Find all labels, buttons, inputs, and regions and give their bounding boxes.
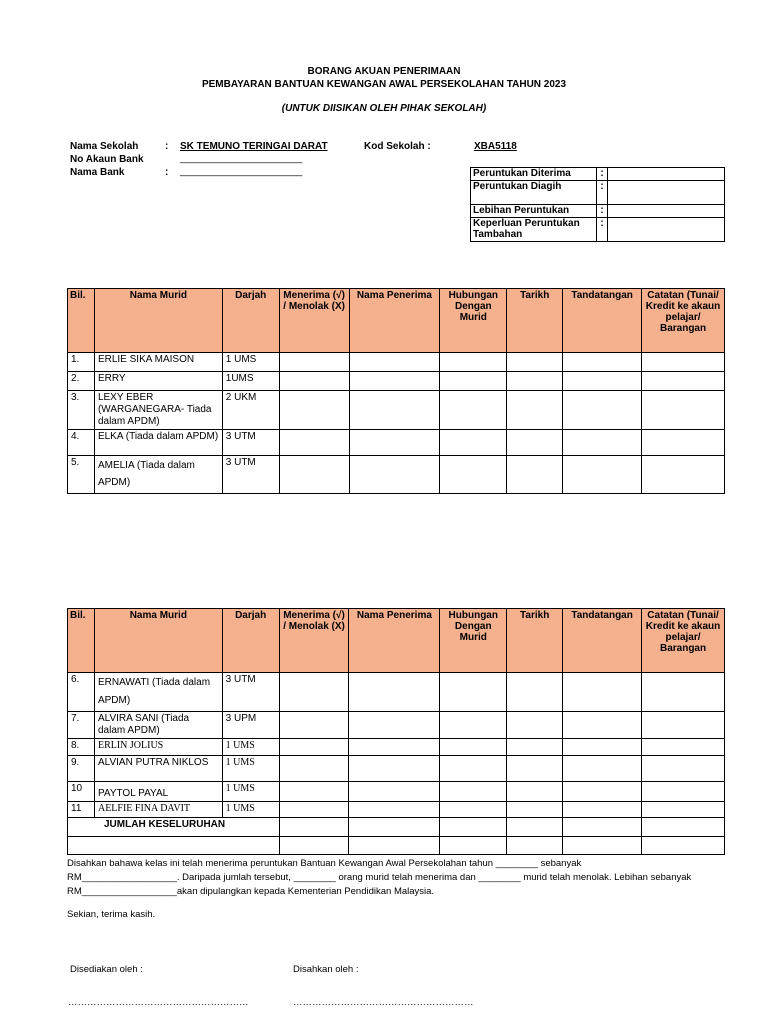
cell-tarikh[interactable] — [507, 353, 563, 372]
allocation-label: Lebihan Peruntukan — [471, 205, 597, 218]
cell-tarikh[interactable] — [507, 430, 563, 456]
cell-catatan[interactable] — [642, 712, 725, 739]
cell-penerima[interactable] — [349, 837, 440, 855]
cell-penerima[interactable] — [349, 818, 440, 837]
cell-tarikh[interactable] — [507, 372, 563, 391]
col-menerima: Menerima (√) / Menolak (X) — [279, 609, 349, 673]
cell-nama: LEXY EBER (WARGANEGARA- Tiada dalam APDM) — [94, 391, 222, 430]
cell-menerima[interactable] — [279, 818, 349, 837]
allocation-label: Keperluan Peruntukan Tambahan — [471, 218, 597, 242]
table-row — [68, 782, 725, 802]
table-row — [68, 802, 725, 818]
cell-tandatangan[interactable] — [563, 372, 642, 391]
kod-sekolah-value: XBA5118 — [474, 141, 517, 152]
allocation-row — [471, 218, 725, 242]
cell-penerima[interactable] — [349, 756, 440, 782]
total-label: JUMLAH KESELURUHAN — [68, 818, 280, 837]
cell-hubungan[interactable] — [440, 372, 507, 391]
cell-darjah: 3 UTM — [222, 430, 279, 456]
cell-catatan[interactable] — [642, 782, 725, 802]
col-bil: Bil. — [68, 609, 95, 673]
cell-menerima[interactable] — [279, 372, 349, 391]
allocation-label: Peruntukan Diterima — [471, 168, 597, 181]
cell-penerima[interactable] — [349, 802, 440, 818]
table-row — [68, 430, 725, 456]
cell-catatan[interactable] — [642, 673, 725, 712]
closing-text: Sekian, terima kasih. — [67, 909, 156, 920]
cell-catatan[interactable] — [642, 353, 725, 372]
cell-bil: 8. — [68, 739, 95, 756]
confirmation-line-2: RM__________________. Daripada jumlah tersebut, ________ orang murid telah menerima dan ________ murid telah menolak. Lebihan sebanyak — [67, 872, 692, 883]
cell-tandatangan[interactable] — [563, 391, 642, 430]
cell-catatan[interactable] — [642, 837, 725, 855]
cell-catatan[interactable] — [642, 756, 725, 782]
table-row — [68, 712, 725, 739]
cell-catatan[interactable] — [642, 456, 725, 494]
cell-catatan[interactable] — [642, 430, 725, 456]
col-darjah: Darjah — [222, 609, 279, 673]
allocation-value-cell[interactable] — [608, 168, 725, 181]
nama-bank-value: ______________________ — [180, 166, 303, 177]
cell-hubungan[interactable] — [440, 456, 507, 494]
cell-nama: PAYTOL PAYAL — [94, 782, 222, 802]
nama-sekolah-label: Nama Sekolah — [70, 141, 139, 152]
cell-nama: ALVIRA SANI (Tiada dalam APDM) — [94, 712, 222, 739]
cell-hubungan[interactable] — [440, 837, 507, 855]
cell-nama: AELFIE FINA DAVIT — [94, 802, 222, 818]
cell-tandatangan[interactable] — [563, 739, 642, 756]
col-catatan: Catatan (Tunai/ Kredit ke akaun pelajar/ Barangan — [642, 609, 725, 673]
cell-menerima[interactable] — [279, 456, 349, 494]
cell-penerima[interactable] — [349, 673, 440, 712]
cell-menerima[interactable] — [279, 673, 349, 712]
cell-penerima[interactable] — [349, 372, 440, 391]
nama-sekolah-value: SK TEMUNO TERINGAI DARAT — [180, 141, 328, 152]
allocation-value-cell[interactable] — [608, 205, 725, 218]
cell-penerima[interactable] — [349, 456, 440, 494]
cell-darjah: 1UMS — [222, 372, 279, 391]
cell-tarikh[interactable] — [507, 818, 563, 837]
cell-hubungan[interactable] — [440, 391, 507, 430]
cell-tandatangan[interactable] — [563, 673, 642, 712]
cell-penerima[interactable] — [349, 353, 440, 372]
colon: : — [597, 218, 608, 242]
cell-hubungan[interactable] — [440, 756, 507, 782]
cell-hubungan[interactable] — [440, 739, 507, 756]
cell-bil: 9. — [68, 756, 95, 782]
allocation-table — [470, 167, 725, 242]
kod-sekolah-label: Kod Sekolah : — [364, 141, 431, 152]
cell-hubungan[interactable] — [440, 430, 507, 456]
cell-menerima[interactable] — [279, 782, 349, 802]
allocation-value-cell[interactable] — [608, 181, 725, 205]
allocation-row — [471, 181, 725, 205]
cell-tarikh[interactable] — [507, 673, 563, 712]
allocation-value-cell[interactable] — [608, 218, 725, 242]
cell-tandatangan[interactable] — [563, 802, 642, 818]
cell-tandatangan[interactable] — [563, 818, 642, 837]
cell-nama: ERLIN JOLIUS — [94, 739, 222, 756]
cell-darjah: 3 UPM — [222, 712, 279, 739]
cell-darjah: 1 UMS — [222, 353, 279, 372]
cell-hubungan[interactable] — [440, 712, 507, 739]
nama-bank-label: Nama Bank — [70, 167, 125, 178]
cell-darjah: 3 UTM — [222, 673, 279, 712]
table-row — [68, 739, 725, 756]
cell-bil: 11 — [68, 802, 95, 818]
form-note: (UNTUK DIISIKAN OLEH PIHAK SEKOLAH) — [281, 103, 487, 114]
cell-tandatangan[interactable] — [563, 712, 642, 739]
confirmation-line-3: RM__________________akan dipulangkan kepada Kementerian Pendidikan Malaysia. — [67, 886, 435, 897]
form-title: BORANG AKUAN PENERIMAAN — [307, 66, 461, 77]
cell-penerima[interactable] — [349, 782, 440, 802]
cell-catatan[interactable] — [642, 802, 725, 818]
cell-hubungan[interactable] — [440, 353, 507, 372]
cell-hubungan[interactable] — [440, 802, 507, 818]
col-nama-murid: Nama Murid — [94, 609, 222, 673]
colon: : — [597, 181, 608, 205]
cell-tandatangan[interactable] — [563, 756, 642, 782]
cell-bil: 1. — [68, 353, 95, 372]
cell-darjah: 1 UMS — [222, 739, 279, 756]
cell-nama: ERLIE SIKA MAISON — [94, 353, 222, 372]
cell-tandatangan[interactable] — [563, 782, 642, 802]
cell-tarikh[interactable] — [507, 456, 563, 494]
table-row — [68, 456, 725, 494]
cell-tarikh[interactable] — [507, 712, 563, 739]
cell-menerima[interactable] — [279, 837, 349, 855]
cell-bil: 4. — [68, 430, 95, 456]
cell-menerima[interactable] — [279, 802, 349, 818]
cell-darjah: 3 UTM — [222, 456, 279, 494]
col-nama-penerima: Nama Penerima — [349, 289, 440, 353]
allocation-row — [471, 205, 725, 218]
cell-menerima[interactable] — [279, 712, 349, 739]
cell-nama: ERNAWATI (Tiada dalam APDM) — [94, 673, 222, 712]
cell-tarikh[interactable] — [507, 391, 563, 430]
cell-tarikh[interactable] — [507, 782, 563, 802]
cell-tandatangan[interactable] — [563, 837, 642, 855]
cell-penerima[interactable] — [349, 391, 440, 430]
cell-catatan[interactable] — [642, 739, 725, 756]
table-row — [68, 391, 725, 430]
cell-tarikh[interactable] — [507, 802, 563, 818]
student-table-1 — [67, 288, 725, 494]
cell-darjah: 1 UMS — [222, 756, 279, 782]
form-subtitle: PEMBAYARAN BANTUAN KEWANGAN AWAL PERSEKOLAHAN TAHUN 2023 — [201, 79, 567, 90]
cell-bil: 3. — [68, 391, 95, 430]
col-menerima: Menerima (√) / Menolak (X) — [279, 289, 349, 353]
cell-menerima[interactable] — [279, 430, 349, 456]
cell-hubungan[interactable] — [440, 818, 507, 837]
cell-catatan[interactable] — [642, 818, 725, 837]
confirmation-line-1: Disahkan bahawa kelas ini telah menerima peruntukan Bantuan Kewangan Awal Persekolahan tahun ________ sebanyak — [67, 858, 582, 869]
blank-row — [68, 837, 725, 855]
disediakan-label: Disediakan oleh : — [70, 964, 143, 975]
cell-tandatangan[interactable] — [563, 456, 642, 494]
cell-tandatangan[interactable] — [563, 353, 642, 372]
col-tarikh: Tarikh — [507, 609, 563, 673]
cell-menerima[interactable] — [279, 739, 349, 756]
table-row — [68, 372, 725, 391]
no-akaun-label: No Akaun Bank — [70, 154, 144, 165]
cell-penerima[interactable] — [349, 739, 440, 756]
allocation-label: Peruntukan Diagih — [471, 181, 597, 205]
cell-menerima[interactable] — [279, 756, 349, 782]
total-row — [68, 818, 725, 837]
student-table-2 — [67, 608, 725, 855]
colon: : — [597, 205, 608, 218]
table-header-row — [68, 289, 725, 353]
cell-nama: AMELIA (Tiada dalam APDM) — [94, 456, 222, 494]
cell-bil: 10 — [68, 782, 95, 802]
allocation-row — [471, 168, 725, 181]
col-tarikh: Tarikh — [507, 289, 563, 353]
colon: : — [165, 167, 169, 178]
cell-darjah: 2 UKM — [222, 391, 279, 430]
cell-darjah: 1 UMS — [222, 782, 279, 802]
col-catatan: Catatan (Tunai/ Kredit ke akaun pelajar/ Barangan — [642, 289, 725, 353]
cell-menerima[interactable] — [279, 353, 349, 372]
cell-nama: ERRY — [94, 372, 222, 391]
colon: : — [597, 168, 608, 181]
col-hubungan: Hubungan Dengan Murid — [440, 609, 507, 673]
cell-bil: 2. — [68, 372, 95, 391]
col-nama-penerima: Nama Penerima — [349, 609, 440, 673]
table-header-row — [68, 609, 725, 673]
no-akaun-value: ______________________ — [180, 153, 303, 164]
col-darjah: Darjah — [222, 289, 279, 353]
cell-catatan[interactable] — [642, 372, 725, 391]
cell-penerima[interactable] — [349, 712, 440, 739]
signature-line-prepared[interactable]: ………………………………………………… — [68, 997, 249, 1008]
disahkan-label: Disahkan oleh : — [293, 964, 359, 975]
blank-cell — [68, 837, 280, 855]
cell-hubungan[interactable] — [440, 782, 507, 802]
cell-bil: 5. — [68, 456, 95, 494]
cell-catatan[interactable] — [642, 391, 725, 430]
cell-bil: 7. — [68, 712, 95, 739]
cell-hubungan[interactable] — [440, 673, 507, 712]
cell-tarikh[interactable] — [507, 739, 563, 756]
cell-penerima[interactable] — [349, 430, 440, 456]
table-row — [68, 756, 725, 782]
cell-tarikh[interactable] — [507, 837, 563, 855]
colon: : — [165, 141, 169, 152]
col-bil: Bil. — [68, 289, 95, 353]
col-tandatangan: Tandatangan — [563, 289, 642, 353]
col-nama-murid: Nama Murid — [94, 289, 222, 353]
cell-bil: 6. — [68, 673, 95, 712]
signature-line-approved[interactable]: ………………………………………………… — [293, 997, 474, 1008]
col-tandatangan: Tandatangan — [563, 609, 642, 673]
col-hubungan: Hubungan Dengan Murid — [440, 289, 507, 353]
cell-menerima[interactable] — [279, 391, 349, 430]
cell-nama: ALVIAN PUTRA NIKLOS — [94, 756, 222, 782]
cell-tandatangan[interactable] — [563, 430, 642, 456]
cell-tarikh[interactable] — [507, 756, 563, 782]
cell-darjah: 1 UMS — [222, 802, 279, 818]
table-row — [68, 673, 725, 712]
cell-nama: ELKA (Tiada dalam APDM) — [94, 430, 222, 456]
table-row — [68, 353, 725, 372]
